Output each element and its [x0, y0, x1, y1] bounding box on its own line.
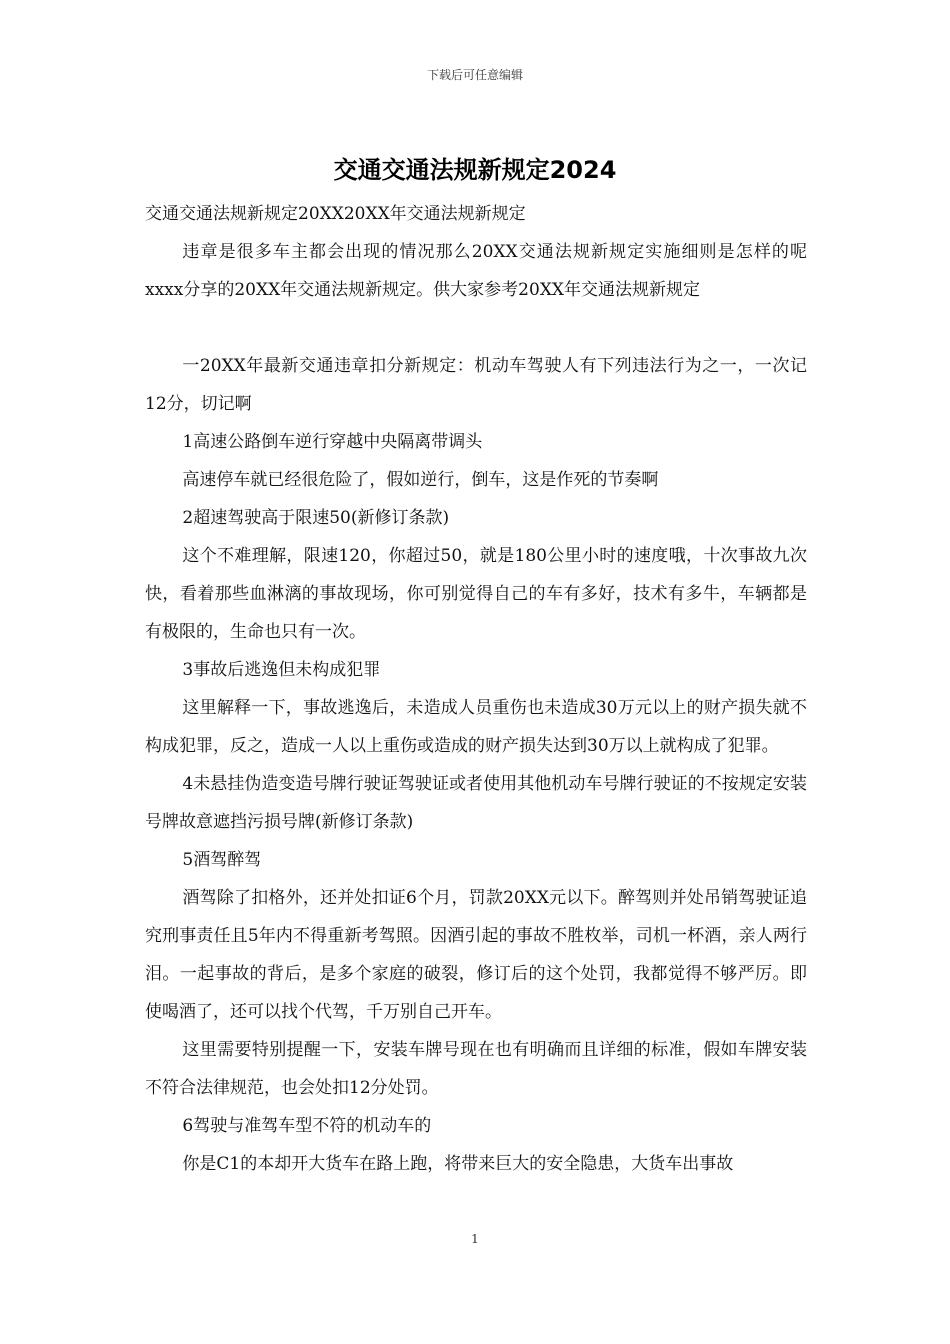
subtitle-paragraph: 交通交通法规新规定20XX20XX年交通法规新规定: [145, 204, 526, 224]
rule-item: 5酒驾醉驾: [182, 850, 262, 870]
rule-item: 3事故后逃逸但未构成犯罪: [182, 660, 381, 680]
rule-explanation: 你是C1的本却开大货车在路上跑，将带来巨大的安全隐患，大货车出事故: [182, 1154, 734, 1174]
rule-explanation: 高速停车就已经很危险了，假如逆行，倒车，这是作死的节奏啊: [182, 470, 659, 490]
rule-explanation: 这里解释一下，事故逃逸后，未造成人员重伤也未造成30万元以上的财产损失就不构成犯罪，反之，造成一人以上重伤或造成的财产损失达到30万以上就构成了犯罪。: [145, 698, 807, 756]
rule-item: 1高速公路倒车逆行穿越中央隔离带调头: [182, 432, 483, 452]
page-number: 1: [471, 1232, 479, 1246]
header-note: 下载后可任意编辑: [426, 68, 523, 82]
rule-item: 6驾驶与准驾车型不符的机动车的: [182, 1116, 432, 1136]
rule-item: 2超速驾驶高于限速50(新修订条款): [182, 508, 450, 528]
rule-item: 4未悬挂伪造变造号牌行驶证驾驶证或者使用其他机动车号牌行驶证的不按规定安装号牌故意遮挡污损号牌(新修订条款): [145, 774, 807, 832]
intro-paragraph: 违章是很多车主都会出现的情况那么20XX交通法规新规定实施细则是怎样的呢xxxx分享的20XX年交通法规新规定。供大家参考20XX年交通法规新规定: [145, 242, 807, 300]
rule-explanation: 这里需要特别提醒一下，安装车牌号现在也有明确而且详细的标准，假如车牌安装不符合法律规范，也会处扣12分处罚。: [145, 1040, 807, 1098]
rule-explanation: 酒驾除了扣格外，还并处扣证6个月，罚款20XX元以下。醉驾则并处吊销驾驶证追究刑事责任且5年内不得重新考驾照。因酒引起的事故不胜枚举，司机一杯酒，亲人两行泪。一起事故的背后，是多个家庭的破裂，修订后的这个处罚，我都觉得不够严厉。即使喝酒了，还可以找个代驾，千万别自己开车。: [145, 888, 807, 1022]
document-body: [145, 195, 807, 1183]
rule-explanation: 这个不难理解，限速120，你超过50，就是180公里小时的速度哦，十次事故九次快，看着那些血淋漓的事故现场，你可别觉得自己的车有多好，技术有多牛，车辆都是有极限的，生命也只有一次。: [145, 546, 807, 642]
document-title: 交通交通法规新规定2024: [333, 156, 617, 184]
section-heading: 一20XX年最新交通违章扣分新规定：机动车驾驶人有下列违法行为之一，一次记12分，切记啊: [145, 356, 807, 414]
